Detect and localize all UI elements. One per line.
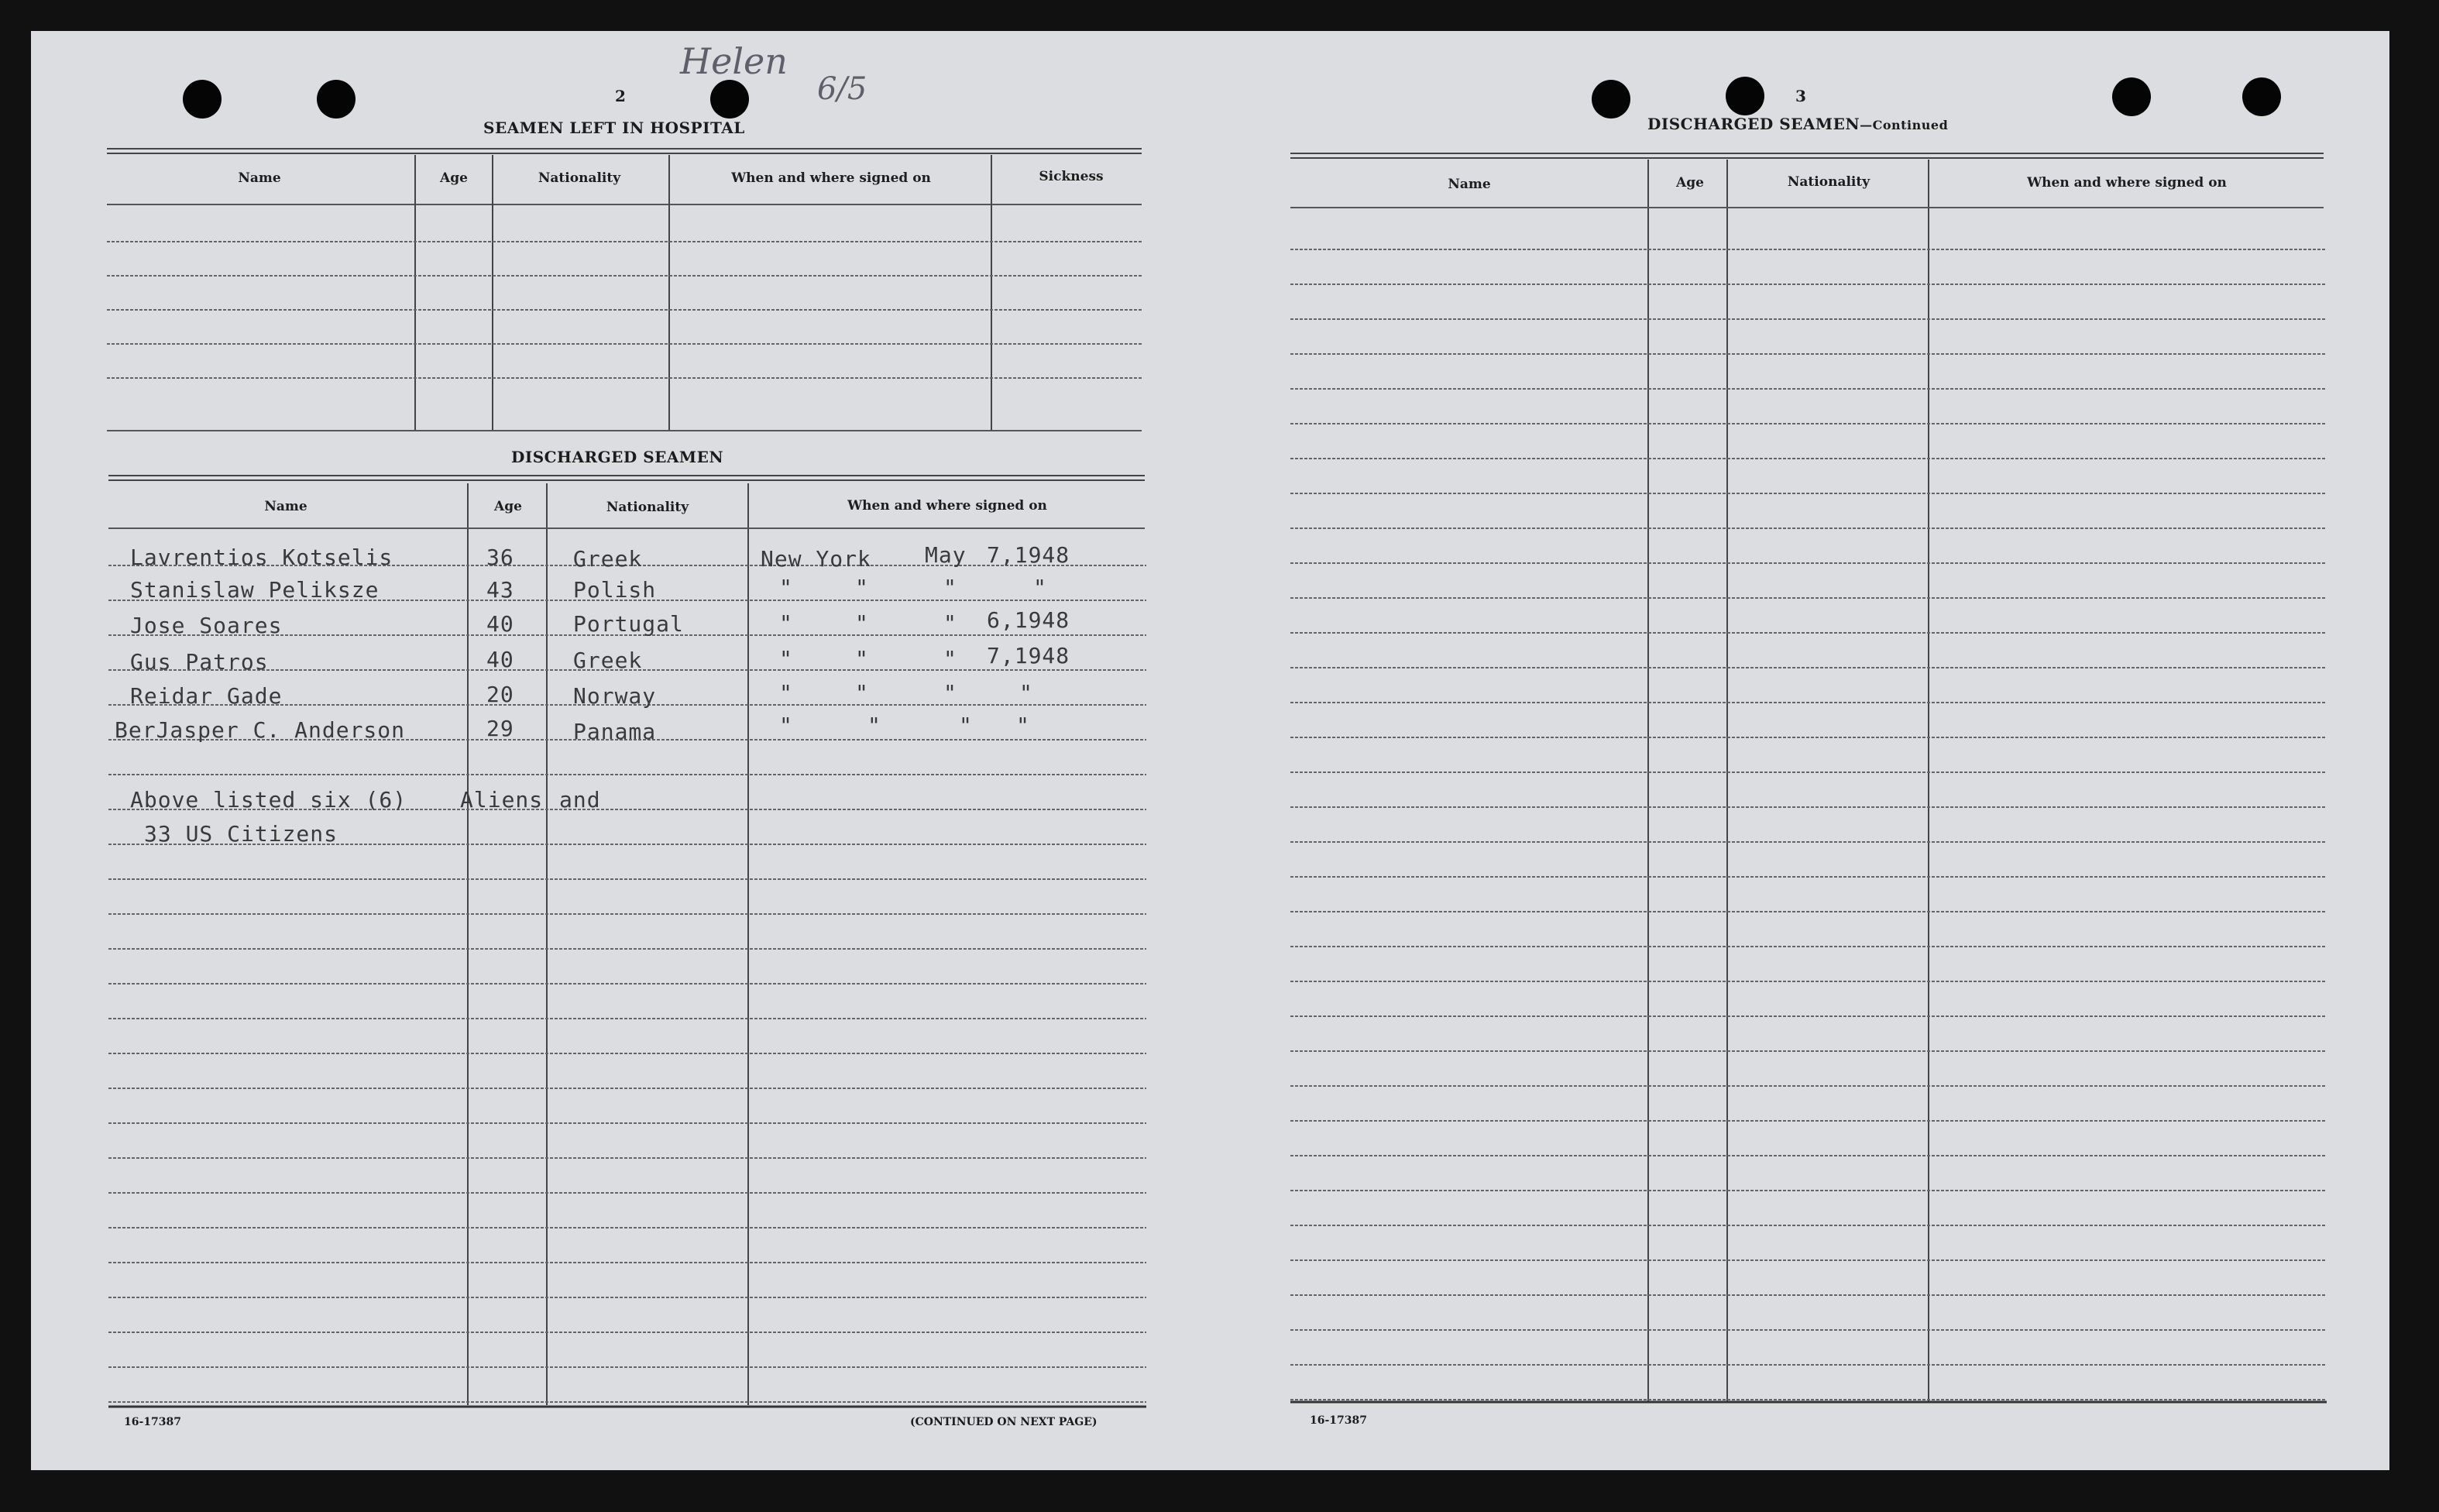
continued-footer: (CONTINUED ON NEXT PAGE) [910, 1416, 1098, 1428]
signed-on-date: " [959, 713, 973, 738]
signed-on-month: " [855, 610, 869, 636]
ditto-mark: " [1033, 575, 1047, 600]
page-number: 2 [615, 87, 627, 105]
handwritten-mark: 6/5 [817, 71, 867, 107]
signed-on-month: " [855, 646, 869, 672]
seaman-age: 43 [486, 577, 514, 603]
signed-on-date: " [943, 575, 957, 600]
seaman-name: Lavrentios Kotselis [130, 545, 393, 570]
seaman-name: BerJasper C. Anderson [115, 717, 406, 743]
handwritten-note: Helen [680, 40, 788, 82]
summary-note-and: and [559, 787, 601, 813]
seaman-name: Stanislaw Peliksze [130, 577, 380, 603]
discharged-section-title: DISCHARGED SEAMEN [511, 448, 724, 466]
hospital-col-name: Name [238, 170, 281, 186]
col-name: Name [1448, 177, 1491, 192]
col-signed-on: When and where signed on [2027, 175, 2227, 191]
summary-note-line2: 33 US Citizens [144, 821, 338, 847]
seaman-nationality: Panama [573, 719, 657, 744]
ditto-mark: " [1019, 680, 1033, 706]
signed-on-place: " [779, 713, 793, 738]
form-number: 16-17387 [124, 1416, 181, 1428]
signed-on-date: " [943, 680, 957, 706]
seaman-nationality: Portugal [573, 611, 684, 637]
signed-on-place: " [779, 575, 793, 600]
discharged-col-nationality: Nationality [606, 500, 689, 515]
title-suffix: —Continued [1860, 118, 1949, 132]
hospital-col-nationality: Nationality [538, 170, 621, 186]
signed-on-date: 7,1948 [987, 643, 1070, 668]
signed-on-date: 7,1948 [987, 542, 1070, 568]
seaman-age: 40 [486, 647, 514, 672]
discharged-col-signed-on: When and where signed on [847, 498, 1047, 514]
signed-on-place: " [779, 680, 793, 706]
discharged-continued-title [1647, 115, 1948, 133]
seaman-nationality: Norway [573, 683, 657, 709]
signed-on-ditto: " [943, 646, 957, 672]
signed-on-place: " [779, 610, 793, 636]
signed-on-ditto: " [943, 610, 957, 636]
signed-on-month: " [855, 680, 869, 706]
signed-on-place: New York [761, 546, 871, 572]
seaman-nationality: Greek [573, 648, 643, 673]
seaman-age: 29 [486, 716, 514, 741]
seaman-age: 36 [486, 545, 514, 570]
seaman-age: 20 [486, 682, 514, 707]
signed-on-date: 6,1948 [987, 607, 1070, 633]
seaman-name: Jose Soares [130, 613, 283, 638]
hospital-col-sickness: Sickness [1039, 169, 1104, 184]
col-age: Age [1676, 175, 1704, 191]
discharged-col-name: Name [264, 499, 307, 514]
summary-note-aliens: Aliens [460, 787, 544, 813]
seaman-nationality: Polish [573, 577, 657, 603]
hospital-section-title: SEAMEN LEFT IN HOSPITAL [483, 119, 745, 137]
ditto-mark: " [1016, 713, 1030, 738]
seaman-name: Reidar Gade [130, 683, 283, 709]
col-nationality: Nationality [1787, 174, 1870, 190]
hospital-col-signed-on: When and where signed on [731, 170, 931, 186]
signed-on-month: " [855, 575, 869, 600]
hospital-col-age: Age [440, 170, 468, 186]
form-number: 16-17387 [1310, 1414, 1367, 1427]
title-text: DISCHARGED SEAMEN [1647, 115, 1860, 133]
seaman-age: 40 [486, 611, 514, 637]
signed-on-month: May [925, 542, 967, 568]
seaman-name: Gus Patros [130, 649, 269, 675]
seaman-nationality: Greek [573, 546, 643, 572]
page-number: 3 [1795, 87, 1807, 105]
summary-note-line1: Above listed six (6) [130, 787, 407, 813]
signed-on-month: " [867, 713, 881, 738]
discharged-col-age: Age [494, 499, 522, 514]
signed-on-place: " [779, 646, 793, 672]
